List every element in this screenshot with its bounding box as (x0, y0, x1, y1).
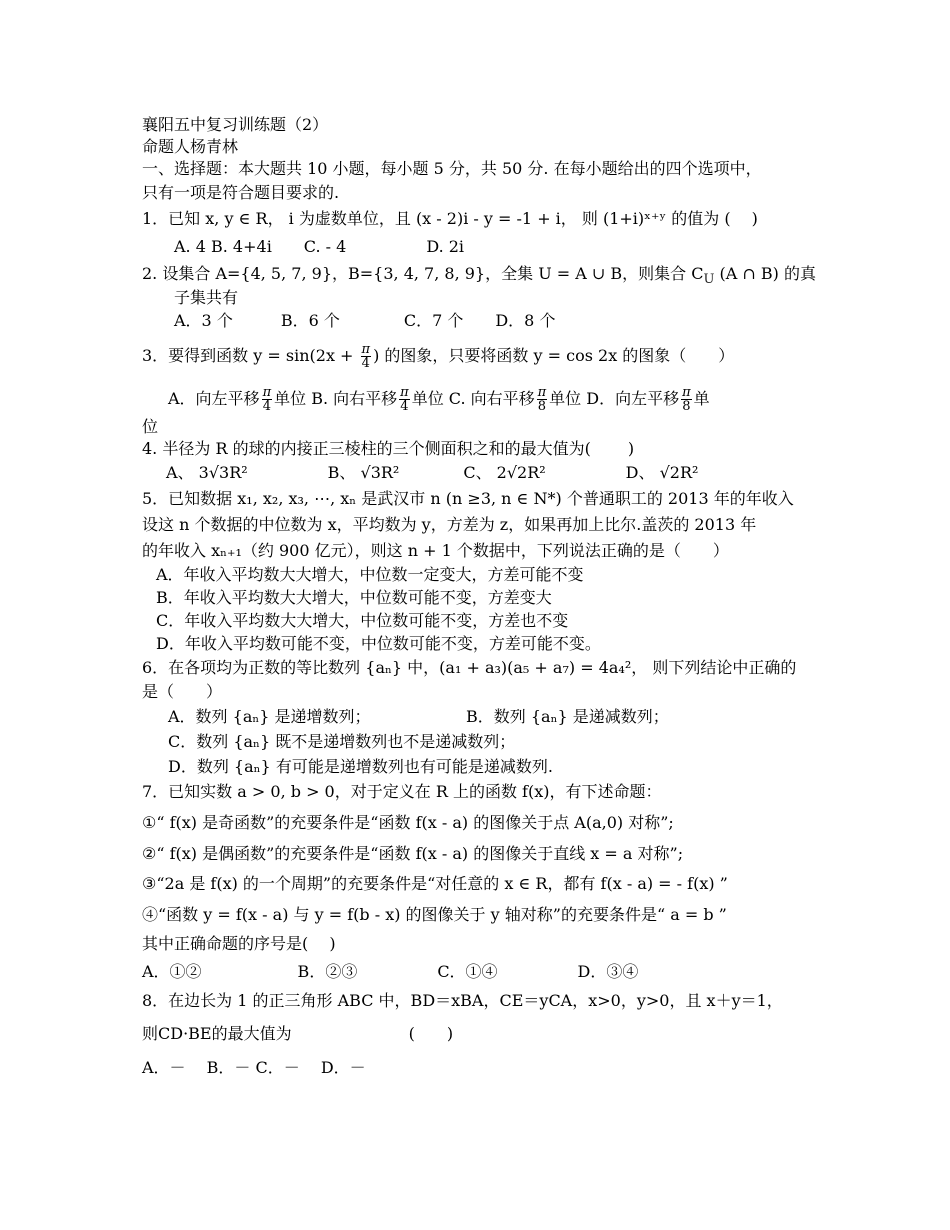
q3-opt-a-num: π (262, 385, 272, 400)
question-5-option-b: B．年收入平均数大大增大，中位数可能不变，方差变大 (156, 588, 552, 607)
page-title: 襄阳五中复习训练题（2） (142, 115, 329, 134)
question-7-stem: 7．已知实数 a > 0, b > 0，对于定义在 R 上的函数 f(x)，有下述命题： (142, 782, 662, 801)
question-2-stem-cont: 子集共有 (174, 288, 239, 307)
q3-stem-b: ) 的图象，只要将函数 y = cos 2x 的图象（ ） (373, 346, 735, 365)
question-2-options: A．3 个 B．6 个 C．7 个 D．8 个 (174, 311, 556, 330)
question-5-line1: 5．已知数据 x₁, x₂, x₃, ⋯, xₙ 是武汉市 n (n ≥3, n ∈ N*) 个普通职工的 2013 年的年收入 (142, 489, 794, 508)
author-line: 命题人杨青林 (142, 137, 239, 156)
question-5-option-a: A．年收入平均数大大增大，中位数一定变大，方差可能不变 (156, 565, 584, 584)
question-6-line2: 是（ ） (142, 682, 223, 701)
question-5-option-c: C．年收入平均数大大增大，中位数可能不变，方差也不变 (156, 611, 569, 630)
question-8-line1: 8．在边长为 1 的正三角形 ABC 中，BD＝xBA，CE＝yCA，x>0，y>0，且 x＋y＝1， (142, 991, 783, 1010)
q3-opt-c-den: 8 (537, 399, 547, 414)
q3-frac-num: π (361, 342, 371, 357)
question-5-line2: 设这 n 个数据的中位数为 x，平均数为 y，方差为 z，如果再加上比尔.盖茨的 2013 年 (142, 515, 757, 534)
q3-opt-a-den: 4 (262, 399, 271, 414)
q3-opt-d-tail: 单 (693, 389, 710, 408)
question-2-stem (142, 263, 816, 291)
question-5-option-d: D．年收入平均数可能不变，中位数可能不变，方差可能不变。 (156, 634, 601, 653)
question-8-line2: 则CD·BE的最大值为 ( ) (142, 1024, 454, 1043)
q3-opt-c-tail: 单位 D．向左平移 (549, 389, 680, 408)
q3-opt-d-den: 8 (682, 399, 691, 414)
q2-complement-sub: U (703, 272, 715, 288)
question-6-line1: 6．在各项均为正数的等比数列 {aₙ} 中，(a₁ + a₃)(a₅ + a₇) = 4a₄²， 则下列结论中正确的 (142, 658, 797, 677)
q3-opt-a-tail: 单位 B. 向右平移 (274, 389, 398, 408)
q3-opt-c-num: π (537, 385, 547, 400)
q3-opt-a: A．向左平移 (168, 389, 260, 408)
question-4-stem: 4. 半径为 R 的球的内接正三棱柱的三个侧面积之和的最大值为( ) (142, 439, 635, 458)
q3-opt-b-num: π (400, 385, 409, 400)
question-6-option-a: A．数列 {aₙ} 是递增数列； (168, 707, 371, 726)
question-7-proposition-3: ③“2a 是 f(x) 的一个周期”的充要条件是“对任意的 x ∈ R，都有 f(x - a) = - f(x) ” (142, 874, 728, 893)
question-3-options (168, 386, 710, 413)
q3-opt-a-frac (262, 386, 273, 413)
question-8-options: A．－ B．－ C．－ D．－ (142, 1058, 366, 1077)
q2-stem-tail: (A ∩ B) 的真 (714, 264, 817, 283)
question-7-proposition-4: ④“函数 y = f(x - a) 与 y = f(b - x) 的图像关于 y 轴对称”的充要条件是“ a = b ” (142, 905, 727, 924)
q3-opt-b-tail: 单位 C. 向右平移 (411, 389, 535, 408)
question-7-options: A．①② B．②③ C．①④ D．③④ (142, 962, 639, 981)
q3-opt-b-den: 4 (400, 399, 409, 414)
q3-frac-den: 4 (361, 356, 370, 371)
question-3-stem (142, 343, 734, 370)
section-instructions-line2: 只有一项是符合题目要求的. (142, 183, 340, 202)
question-1-stem: 1．已知 x, y ∈ R， i 为虚数单位，且 (x - 2)i - y = -1 + i， 则 (1+i)ˣ⁺ʸ 的值为 ( ) (142, 209, 758, 228)
section-instructions-line1: 一、选择题：本大题共 10 小题，每小题 5 分，共 50 分. 在每小题给出的四个选项中， (142, 159, 762, 178)
question-4-options: A、 3√3R² B、 √3R² C、 2√2R² D、 √2R² (166, 463, 699, 482)
question-6-option-c: C．数列 {aₙ} 既不是递增数列也不是递减数列； (168, 732, 516, 751)
q3-stem-a: 3．要得到函数 y = sin(2x + (142, 346, 359, 365)
q3-opt-d-num: π (682, 385, 691, 400)
question-1-options: A. 4 B. 4+4i C. - 4 D. 2i (174, 237, 465, 256)
q3-opt-c-frac (537, 386, 548, 413)
q3-fraction (361, 343, 372, 370)
question-6-option-d: D．数列 {aₙ} 有可能是递增数列也有可能是递减数列. (168, 757, 553, 776)
question-5-line3: 的年收入 xₙ₊₁（约 900 亿元），则这 n + 1 个数据中，下列说法正确的是（ ） (142, 541, 729, 560)
question-6-option-b: B．数列 {aₙ} 是递减数列； (466, 707, 669, 726)
question-7-proposition-1: ①“ f(x) 是奇函数”的充要条件是“函数 f(x - a) 的图像关于点 A(a,0) 对称”; (142, 813, 674, 832)
question-3-wrap: 位 (142, 417, 159, 436)
q2-stem-text: 2. 设集合 A={4, 5, 7, 9}，B={3, 4, 7, 8, 9}，全集 U = A ∪ B，则集合 C (142, 264, 704, 283)
question-7-proposition-2: ②“ f(x) 是偶函数”的充要条件是“函数 f(x - a) 的图像关于直线 x = a 对称”; (142, 844, 684, 863)
question-7-ask: 其中正确命题的序号是( ) (142, 934, 336, 953)
q3-opt-d-frac (681, 386, 692, 413)
q3-opt-b-frac (399, 386, 410, 413)
